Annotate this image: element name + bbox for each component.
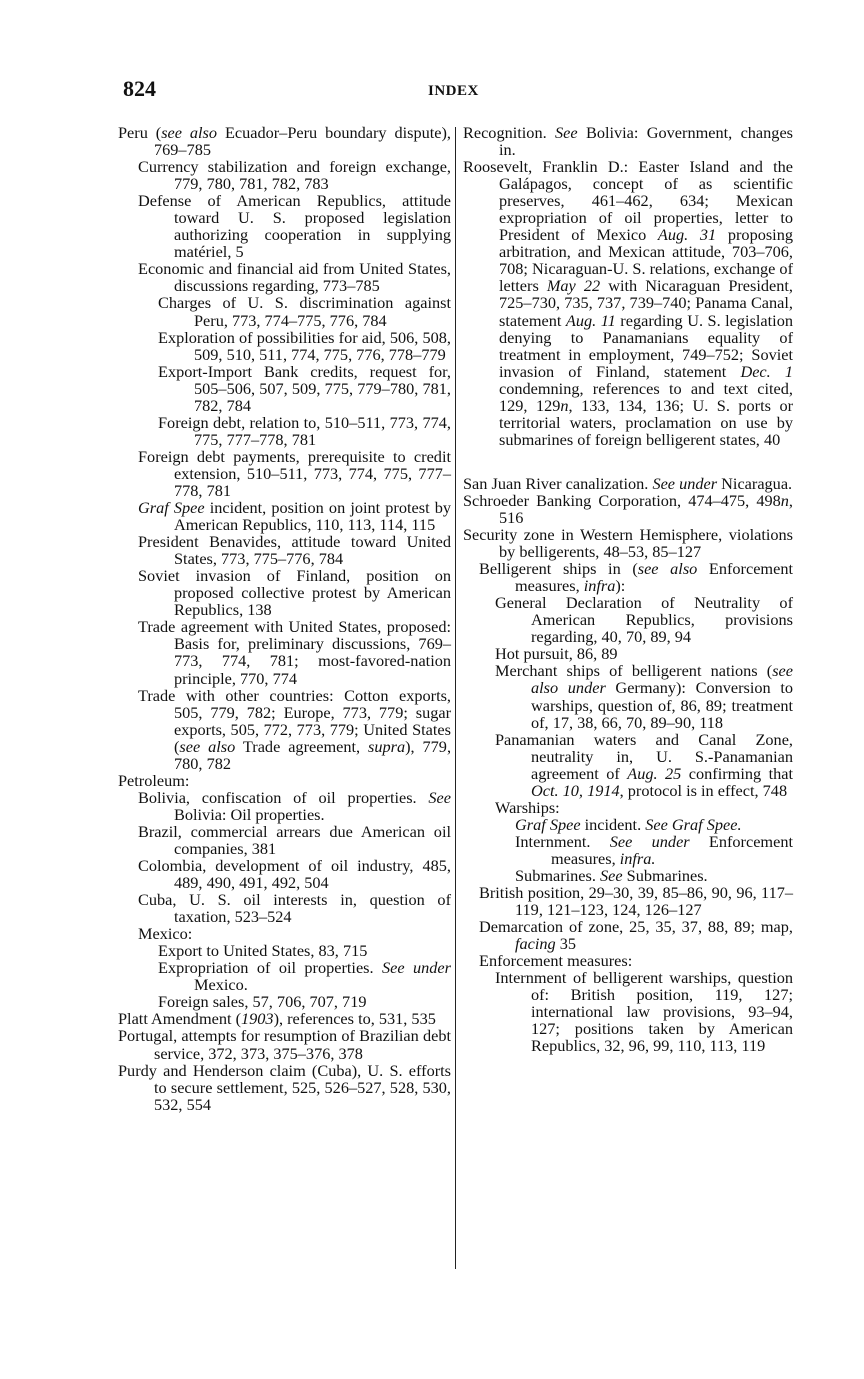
index-entry: Merchant ships of belligerent nations (see also under Germany): Conversion to warships, question of, 86, 89; treatment of, 17, 38, 66, 70, 89–90, 118: [495, 661, 793, 732]
index-column-left: [118, 124, 451, 1113]
index-entry: Trade agreement with United States, proposed: Basis for, preliminary discussions, 769–773, 774, 781; most-favored-nation principle, 770, 774: [138, 617, 451, 688]
index-entry: Exploration of possibilities for aid, 506, 508, 509, 510, 511, 774, 775, 776, 778–779: [158, 327, 451, 364]
index-entry: Hot pursuit, 86, 89: [495, 644, 618, 664]
index-entry: Export-Import Bank credits, request for, 505–506, 507, 509, 775, 779–780, 781, 782, 784: [158, 361, 451, 415]
index-entry: Purdy and Henderson claim (Cuba), U. S. efforts to secure settlement, 525, 526–527, 528, 530, 532, 554: [118, 1060, 451, 1114]
index-entry: British position, 29–30, 39, 85–86, 90, 96, 117–119, 121–123, 124, 126–127: [479, 883, 793, 920]
index-entry: Cuba, U. S. oil interests in, question of taxation, 523–524: [138, 890, 451, 927]
index-entry: Internment. See under Enforcement measures, infra.: [515, 831, 793, 868]
index-entry: Soviet invasion of Finland, position on proposed collective protest by American Republics, 138: [138, 566, 451, 620]
index-entry: Internment of belligerent warships, question of: British position, 119, 127; international law provisions, 93–94, 127; positions taken by American Republics, 32, 96, 99, 110, 113, 119: [495, 968, 793, 1056]
index-entry: Bolivia, confiscation of oil properties. See Bolivia: Oil properties.: [138, 787, 451, 824]
index-entry: General Declaration of Neutrality of American Republics, provisions regarding, 40, 70, 89, 94: [495, 593, 793, 647]
index-entry: Foreign debt, relation to, 510–511, 773, 774, 775, 777–778, 781: [158, 412, 451, 449]
index-entry: Peru (see also Ecuador–Peru boundary dispute), 769–785: [118, 123, 452, 160]
index-entry: Mexico:: [138, 924, 193, 944]
index-entry: Charges of U. S. discrimination against Peru, 773, 774–775, 776, 784: [158, 293, 451, 330]
index-entry: Security zone in Western Hemisphere, violations by belligerents, 48–53, 85–127: [463, 525, 793, 562]
index-entry: Brazil, commercial arrears due American oil companies, 381: [138, 821, 451, 858]
index-entry: President Benavides, attitude toward United States, 773, 775–776, 784: [138, 532, 451, 569]
index-entry: Expropriation of oil properties. See under Mexico.: [158, 958, 451, 995]
index-entry: Panamanian waters and Canal Zone, neutrality in, U. S.-Panamanian agreement of Aug. 25 confirming that Oct. 10, 1914, protocol is in effect, 748: [495, 729, 794, 800]
index-entry: Schroeder Banking Corporation, 474–475, 498n, 516: [463, 490, 793, 527]
index-entry: Colombia, development of oil industry, 485, 489, 490, 491, 492, 504: [138, 856, 451, 893]
index-entry: Graf Spee incident. See Graf Spee.: [515, 814, 742, 834]
running-head: INDEX: [428, 83, 479, 99]
index-entry: Graf Spee incident, position on joint protest by American Republics, 110, 113, 114, 115: [138, 498, 451, 535]
index-entry: Portugal, attempts for resumption of Brazilian debt service, 372, 373, 375–376, 378: [118, 1026, 451, 1063]
index-entry: Petroleum:: [118, 770, 190, 790]
index-entry: Economic and financial aid from United States, discussions regarding, 773–785: [138, 259, 451, 296]
index-entry: Roosevelt, Franklin D.: Easter Island and the Galápagos, concept of as scientific preserves, 461–462, 634; Mexican expropriation of oil properties, letter to President of Mexico Aug. 31 proposing arbitration, and Mexican attitude, 703–706, 708; Nicaraguan-U. S. relations, exchange of letters May 22 with Nicaraguan President, 725–730, 735, 737, 739–740; Panama Canal, statement Aug. 11 regarding U. S. legislation denying to Panamanians equality of treatment in employment, 749–752; Soviet invasion of Finland, statement Dec. 1 condemning, references to and text cited, 129, 129n, 133, 134, 136; U. S. ports or territorial waters, proclamation on use by submarines of foreign belligerent states, 40: [463, 157, 794, 449]
index-entry: Recognition. See Bolivia: Government, changes in.: [463, 123, 794, 160]
index-entry: Trade with other countries: Cotton exports, 505, 779, 782; Europe, 773, 779; sugar exports, 505, 772, 773, 779; United States (see also Trade agreement, supra), 779, 780, 782: [138, 685, 452, 773]
index-entry: Demarcation of zone, 25, 35, 37, 88, 89; map, facing 35: [479, 917, 793, 954]
index-entry: Platt Amendment (1903), references to, 531, 535: [118, 1009, 436, 1029]
index-entry: Export to United States, 83, 715: [158, 941, 368, 961]
index-column-right: [463, 124, 793, 1054]
index-entry: Warships:: [495, 797, 560, 817]
index-entry: Defense of American Republics, attitude toward U. S. proposed legislation authorizing cooperation in supplying matériel, 5: [138, 191, 451, 262]
column-divider: [455, 127, 456, 1269]
index-entry: Foreign debt payments, prerequisite to credit extension, 510–511, 773, 774, 775, 777–778, 781: [138, 446, 451, 500]
page-number: 824: [123, 76, 156, 101]
index-entry: Foreign sales, 57, 706, 707, 719: [158, 992, 367, 1012]
index-entry: Belligerent ships in (see also Enforcement measures, infra):: [479, 559, 793, 596]
index-entry: Currency stabilization and foreign exchange, 779, 780, 781, 782, 783: [138, 157, 451, 194]
index-entry: Submarines. See Submarines.: [515, 865, 708, 885]
index-entry: San Juan River canalization. See under Nicaragua.: [463, 473, 793, 493]
index-entry: Enforcement measures:: [479, 951, 633, 971]
